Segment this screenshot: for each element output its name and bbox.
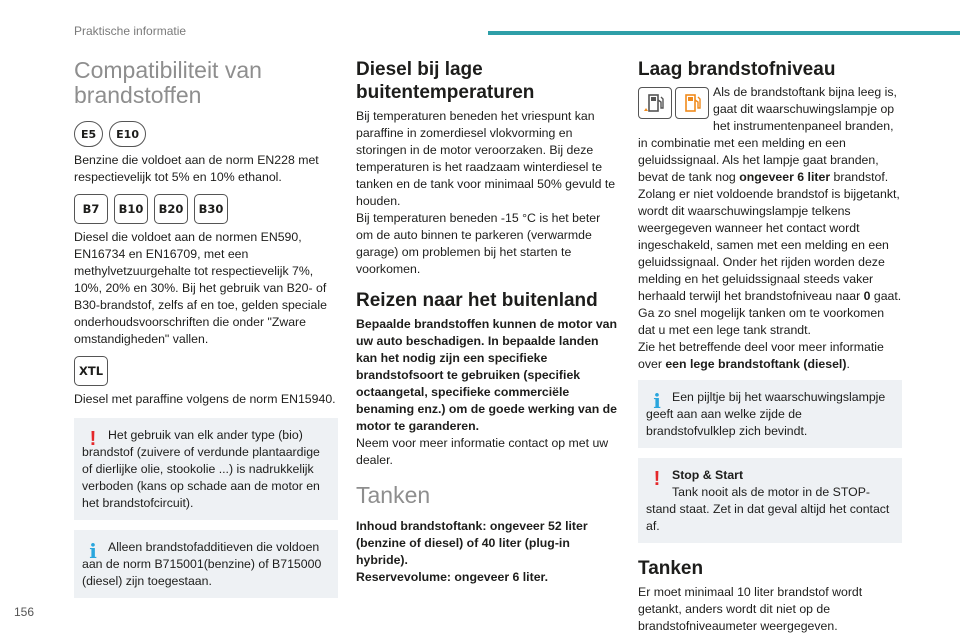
low-fuel-text-a: Als de brandstoftank bijna leeg is, gaat dit waarschuwingslampje op het instrumentenpaneel branden, in combinatie met een melding en een geluidssignaal. Als het lampje gaat branden, bevat de tank nog (638, 85, 897, 184)
low-fuel-text4-a: Zie het betreffende deel voor meer informatie over (638, 340, 884, 371)
header-section-title: Praktische informatie (74, 24, 187, 38)
header-accent-bar (488, 31, 960, 35)
tanken-text: Er moet minimaal 10 liter brandstof wordt getankt, anders wordt dit niet op de brandstofniveaumeter weergegeven. (638, 585, 863, 633)
warning-note-text: Het gebruik van elk ander type (bio) brandstof (zuivere of verdunde plantaardige of dierlijke olie, stookolie ...) is nadrukkelijk verboden (kans op schade aan de motor en het brandstofcircuit). (82, 428, 320, 510)
low-fuel-block (638, 84, 902, 186)
badge-b20: B20 (154, 194, 188, 224)
badge-e10: E10 (109, 121, 146, 147)
diesel-text: Diesel die voldoet aan de normen EN590, EN16734 en EN16709, met een methylvetzuurgehalte tot respectievelijk 7%, 10%, 20% en 30%. Bij het gebruik van B20- of B30-brandstof, zelfs af en toe, gelden speciale onderhoudsvoorschriften die onder "Zware omstandigheden" vallen. (74, 230, 327, 346)
xtl-text: Diesel met paraffine volgens de norm EN15940. (74, 392, 336, 406)
low-fuel-text2-b: 0 (863, 289, 871, 303)
badges-xtl (74, 356, 338, 386)
reserve-volume-text: Reservevolume: ongeveer 6 liter. (356, 570, 549, 584)
badge-b7: B7 (74, 194, 108, 224)
warning-note-stop-start (638, 458, 902, 543)
column-diesel-travel (356, 58, 618, 586)
section-title-refuelling: Tanken (356, 482, 431, 508)
low-fuel-text4-b: een lege brandstoftank (diesel) (665, 357, 847, 371)
petrol-text: Benzine die voldoet aan de norm EN228 met respectievelijk tot 5% en 10% ethanol. (74, 153, 319, 184)
badges-diesel (74, 194, 338, 224)
page-number: 156 (14, 605, 35, 619)
low-fuel-text4-c: . (846, 357, 850, 371)
warning-stop-start-title: Stop & Start (672, 468, 744, 482)
low-fuel-text-c: brandstof. (833, 170, 889, 184)
low-fuel-text-b: ongeveer 6 liter (739, 170, 831, 184)
section-title-compatibility: Compatibiliteit van brandstoffen (74, 57, 262, 108)
fuel-warning-icons (638, 87, 709, 119)
section-title-tanken: Tanken (638, 558, 704, 579)
diesel-cold-text: Bij temperaturen beneden het vriespunt kan paraffine in zomerdiesel vlokvorming en storingen in de motor veroorzaken. Bij deze temperaturen is het raadzaam winterdiesel te tanken en de tank voor minimaal 50% gevuld te houden. (356, 109, 616, 208)
column-fuel-compatibility (74, 58, 338, 598)
section-title-abroad: Reizen naar het buitenland (356, 290, 598, 311)
info-icon: i (653, 389, 661, 413)
info-note-fuel-flap-text: Een pijltje bij het waarschuwingslampje geeft aan aan welke zijde de brandstofvulklep zich bevindt. (646, 390, 886, 438)
warning-stop-start-text: Tank nooit als de motor in de STOP-stand staat. Zet in dat geval altijd het contact af. (646, 485, 890, 533)
warning-icon: ! (653, 468, 661, 490)
low-fuel-text3: Ga zo snel mogelijk tanken om te voorkomen dat u met een lege tank strandt. (638, 306, 885, 337)
fuel-pump-icon (638, 87, 672, 119)
fuel-pump-icon-orange (675, 87, 709, 119)
info-icon: i (89, 539, 97, 563)
section-title-low-fuel: Laag brandstofniveau (638, 59, 836, 80)
badge-e5: E5 (74, 121, 103, 147)
info-note-text: Alleen brandstofadditieven die voldoen aan de norm B715001(benzine) of B715000 (diesel) zijn toegestaan. (82, 540, 322, 588)
abroad-bold-text: Bepaalde brandstoffen kunnen de motor van uw auto beschadigen. In bepaalde landen kan het nodig zijn een specifieke brandstofsoort te gebruiken (specifiek octaangetal, specifieke commerciële benaming enz.) om de goede werking van de motor te garanderen. (356, 317, 618, 433)
badge-xtl: XTL (74, 356, 108, 386)
info-note-additives (74, 530, 338, 598)
section-title-diesel-cold: Diesel bij lage buitentemperaturen (356, 59, 535, 103)
badge-b30: B30 (194, 194, 228, 224)
column-low-fuel (638, 58, 902, 635)
warning-icon: ! (89, 428, 97, 450)
badges-petrol (74, 121, 338, 147)
info-note-fuel-flap (638, 380, 902, 448)
low-fuel-text2-c: gaat. (873, 289, 902, 303)
diesel-cold-text-2: Bij temperaturen beneden -15 °C is het beter om de auto binnen te parkeren (verwarmde garage) om problemen bij het starten te voorkomen. (356, 211, 601, 276)
warning-note-biofuel (74, 418, 338, 520)
badge-b10: B10 (114, 194, 148, 224)
tank-capacity-text: Inhoud brandstoftank: ongeveer 52 liter (benzine of diesel) of 40 liter (plug-in hybride). (356, 519, 588, 567)
abroad-text: Neem voor meer informatie contact op met uw dealer. (356, 436, 609, 467)
low-fuel-text2-a: Zolang er niet voldoende brandstof is bijgetankt, wordt dit waarschuwingslampje telkens weergegeven wanneer het contact wordt ingeschakeld, samen met een melding en een geluidssignaal. Onder het rijden worden deze melding en het geluidssignaal steeds vaker herhaald terwijl het brandstofniveau naar (638, 187, 900, 303)
